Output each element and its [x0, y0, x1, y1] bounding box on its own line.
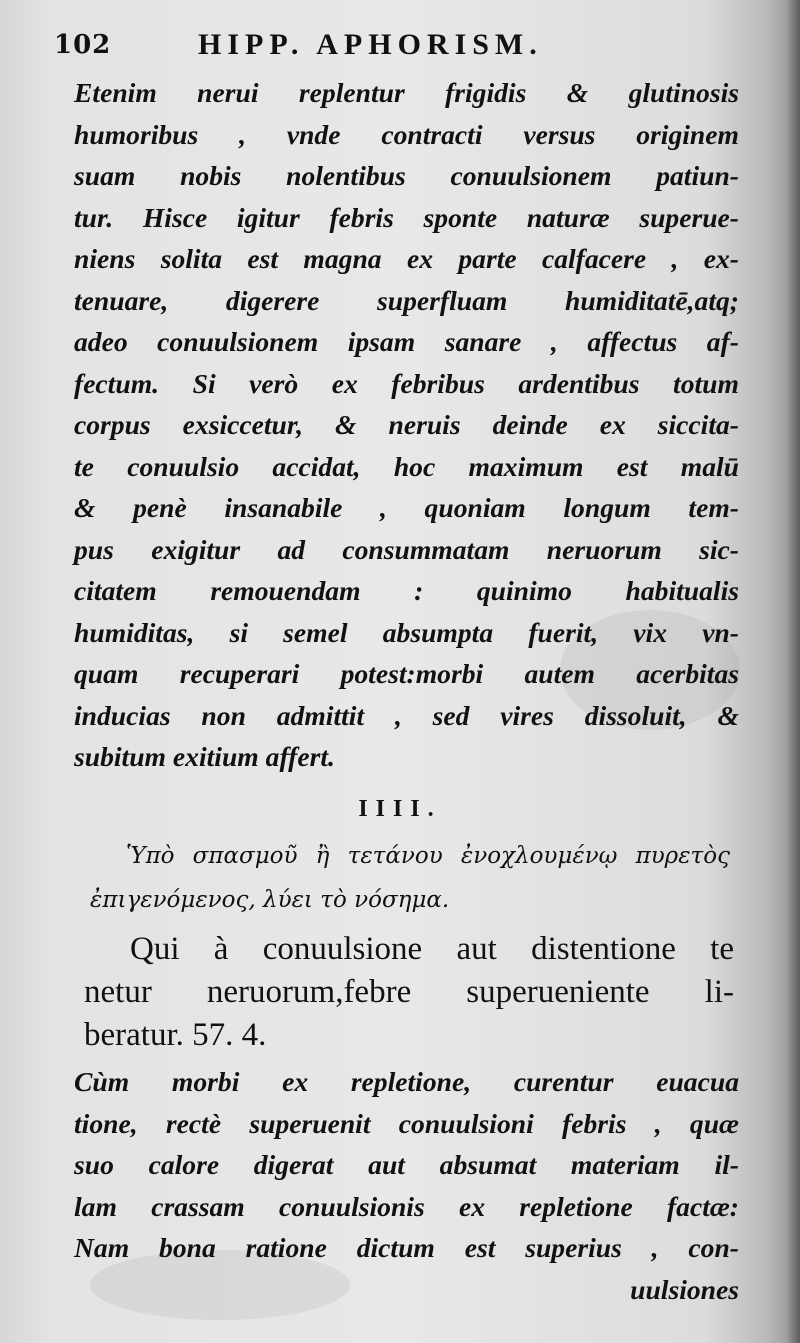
text-line: adeo conuulsionem ipsam sanare , affectus af-	[74, 326, 739, 357]
text-line: tenuare, digerere superfluam humiditatē,atq;	[74, 284, 739, 316]
text-line: fectum. Si verò ex febribus ardentibus totum	[74, 367, 739, 399]
page-edge-shadow	[786, 0, 800, 1343]
text-line: niens solita est magna ex parte calfacere , ex-	[74, 243, 739, 274]
text-line: suam nobis nolentibus conuulsionem patiun-	[74, 160, 739, 191]
greek-line: ἐπιγενόμενος, λύει τὸ νόσημα.	[90, 887, 450, 913]
text-line: & penè insanabile , quoniam longum tem-	[74, 492, 739, 523]
text-line: corpus exsiccetur, & neruis deinde ex siccita-	[74, 409, 739, 440]
text-line: humiditas, si semel absumpta fuerit, vix vn-	[74, 616, 739, 648]
page-number: 102	[54, 30, 112, 60]
text-line: Etenim nerui replentur frigidis & glutinosis	[74, 77, 739, 108]
latin-line: Qui à conuulsione aut distentione te	[130, 931, 734, 967]
text-line: pus exigitur ad consummatam neruorum sic-	[74, 533, 739, 565]
text-line: Cùm morbi ex repletione, curentur euacua	[74, 1066, 739, 1097]
page-header	[48, 26, 748, 66]
running-title: HIPP. APHORISM.	[198, 28, 543, 61]
text-line: subitum exitium affert.	[74, 741, 335, 772]
text-line: quam recuperari potest:morbi autem acerbitas	[74, 658, 739, 689]
commentary-paragraph-2	[74, 1061, 739, 1310]
greek-line: Ὑπὸ σπασμοῦ ἢ τετάνου ἐνοχλουμένῳ πυρετὸς	[126, 843, 730, 869]
catchword: uulsiones	[630, 1273, 739, 1305]
aphorism-number: IIII.	[358, 796, 442, 822]
text-line: te conuulsio accidat, hoc maximum est malū	[74, 450, 739, 482]
text-line: humoribus , vnde contracti versus originem	[74, 118, 739, 150]
commentary-paragraph-1	[74, 72, 739, 778]
latin-line: netur neruorum,febre superueniente li-	[84, 974, 734, 1010]
latin-line: beratur. 57. 4.	[84, 1017, 267, 1053]
text-line: Nam bona ratione dictum est superius , con-	[74, 1232, 739, 1263]
text-line: lam crassam conuulsionis ex repletione factæ:	[74, 1190, 739, 1222]
greek-aphorism	[90, 834, 730, 922]
text-line: tur. Hisce igitur febris sponte naturæ superue-	[74, 201, 739, 233]
text-line: inducias non admittit , sed vires dissoluit, &	[74, 699, 739, 731]
latin-aphorism	[84, 928, 734, 1057]
text-line: suo calore digerat aut absumat materiam il-	[74, 1149, 739, 1180]
text-line: tione, rectè superuenit conuulsioni febris , quæ	[74, 1107, 739, 1139]
text-line: citatem remouendam : quinimo habitualis	[74, 575, 739, 606]
